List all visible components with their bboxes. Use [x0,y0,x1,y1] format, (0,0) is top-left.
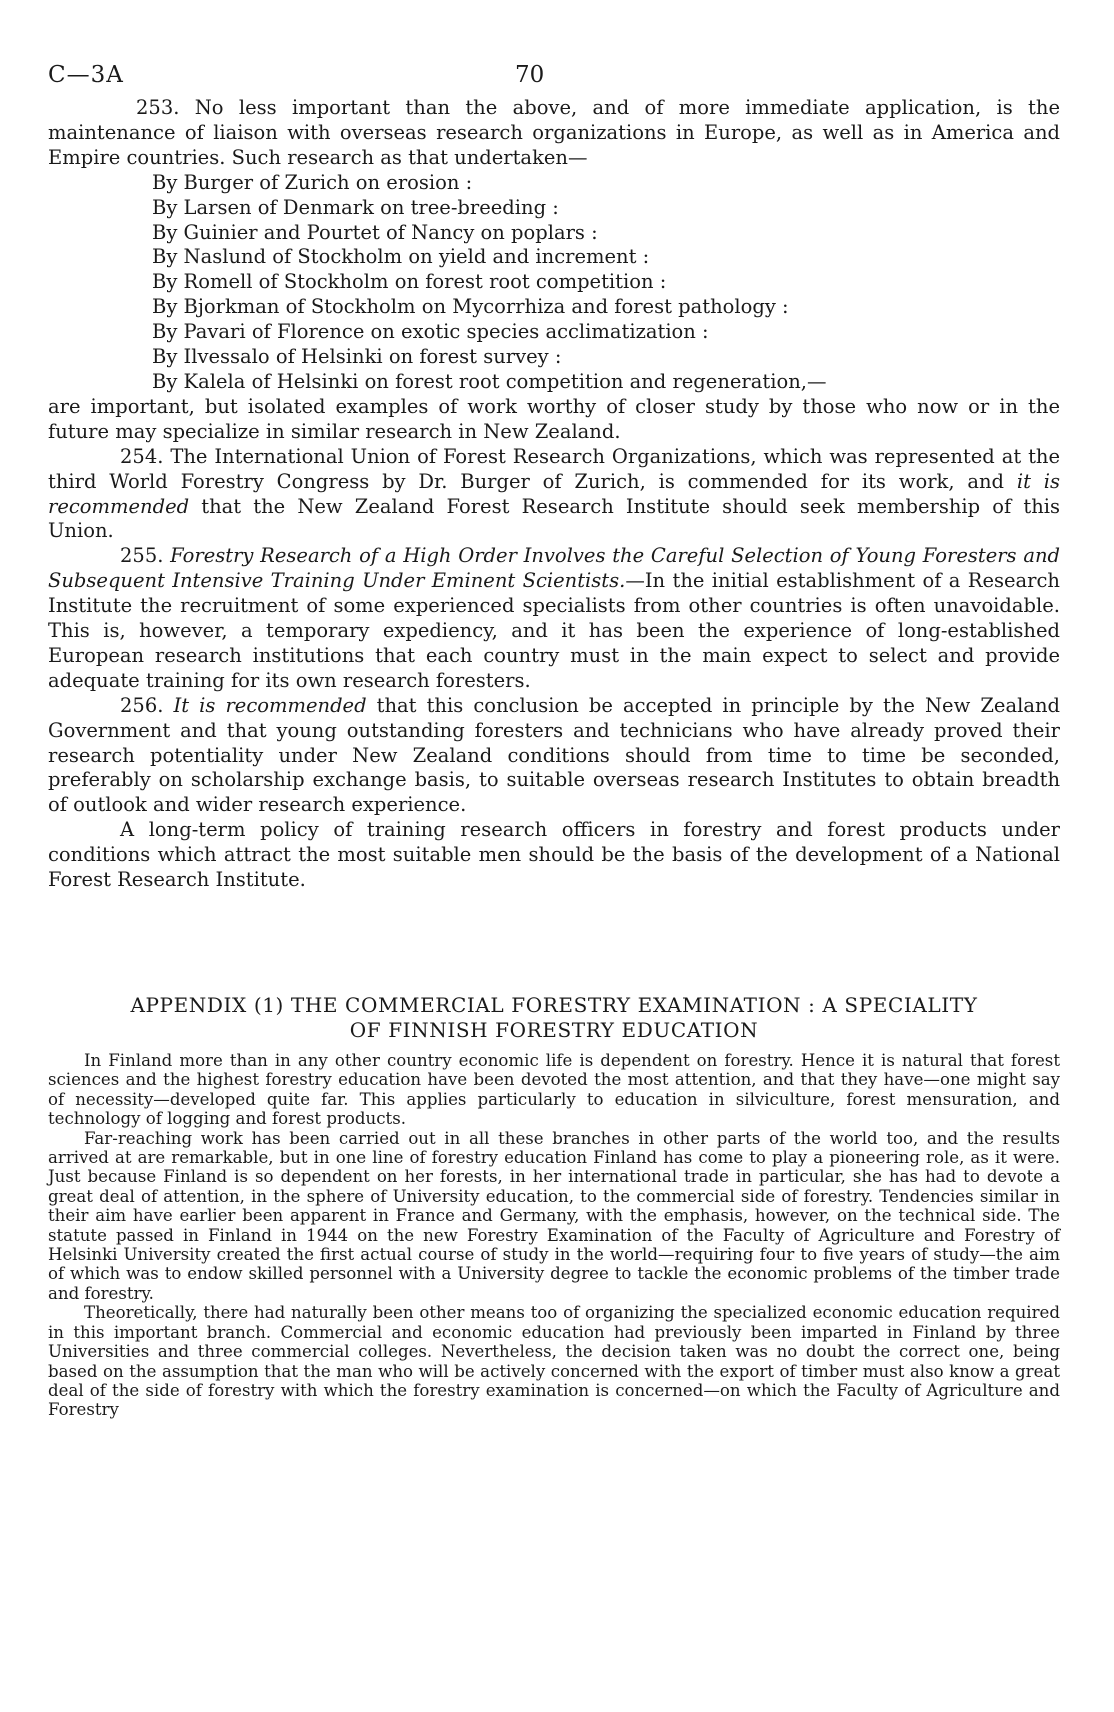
main-text [48,96,1060,893]
document-reference: C—3A [48,62,124,88]
paragraph-253-tail: are important, but isolated examples of work worthy of closer study by those who now or in the future may specialize in similar research in New Zealand. [48,394,1060,443]
appendix-title-line-1: APPENDIX (1) THE COMMERCIAL FORESTRY EXAMINATION : A SPECIALITY [130,993,978,1017]
section-spacer [48,893,1060,993]
paragraph-255 [48,544,1060,693]
appendix-paragraph: In Finland more than in any other country economic life is dependent on forestry. Hence it is natural that forest sciences and the highest forestry education have been devoted the most attention, and that they have—one might say of necessity—developed quite far. This applies particularly to education in silviculture, forest mensuration, and technology of logging and forest products. [48,1051,1060,1129]
list-item: By Romell of Stockholm on forest root competition : [152,270,667,294]
paragraph-255-heading: Forestry Research of a High Order Involves the Careful Selection of Young Foresters and Subsequent Intensive Training Under Eminent Scientists. [48,544,1060,593]
paragraph-253-lead: 253. No less important than the above, and of more immediate application, is the maintenance of liaison with overseas research organizations in Europe, as well as in America and Empire countries. Such research as that undertaken— [48,96,1060,169]
appendix-title [48,993,1060,1043]
list-item: By Ilvessalo of Helsinki on forest survey : [152,345,562,369]
list-item: By Guinier and Pourtet of Nancy on poplars : [152,220,598,244]
list-item: By Kalela of Helsinki on forest root competition and regeneration,— [152,369,827,393]
paragraph-254-text: 254. The International Union of Forest Research Organizations, which was represented at the third World Forestry Congress by Dr. Burger of Zurich, is commended for its work, and [48,444,1060,493]
paragraph-255-number: 255. [120,544,171,568]
page-number: 70 [515,62,545,88]
paragraph-256-number: 256. [120,693,174,717]
research-examples-list [48,171,1060,395]
list-item: By Naslund of Stockholm on yield and increment : [152,245,650,269]
appendix-paragraph: Theoretically, there had naturally been other means too of organizing the specialized economic education required in this important branch. Commercial and economic education had previously been imparted in Finland by three Universities and three commercial colleges. Nevertheless, the decision taken was no doubt the correct one, being based on the assumption that the man who will be actively concerned with the export of timber must also know a great deal of the side of forestry with which the forestry examination is concerned—on which the Faculty of Agriculture and Forestry [48,1303,1060,1420]
appendix-body [48,1051,1060,1420]
list-item: By Larsen of Denmark on tree-breeding : [152,195,559,219]
appendix-title-line-2: OF FINNISH FORESTRY EDUCATION [349,1018,759,1042]
list-item: By Burger of Zurich on erosion : [152,170,473,194]
paragraph-256-text: that this conclusion be accepted in principle by the New Zealand Government and that young outstanding foresters and technicians who have already proved their research potentiality under New Zealand conditions should from time to time be seconded, preferably on scholarship exchange basis, to suitable overseas research Institutes to obtain breadth of outlook and wider research experience. [48,693,1060,817]
paragraph-255-text: —In the initial establishment of a Research Institute the recruitment of some experienced specialists from other countries is often unavoidable. This is, however, a temporary expediency, and it has been the experience of long-established European research institutions that each country must in the main expect to select and provide adequate training for its own research foresters. [48,569,1060,692]
paragraph-254-text-end: that the New Zealand Forest Research Institute should seek membership of this Union. [48,494,1060,543]
page-header [48,62,1060,96]
appendix-paragraph: Far-reaching work has been carried out in all these branches in other parts of the world too, and the results arrived at are remarkable, but in one line of forestry education Finland has come to play a pioneering role, as it were. Just because Finland is so dependent on her forests, in her international trade in particular, she has had to devote a great deal of attention, in the sphere of University education, to the commercial side of forestry. Tendencies similar in their aim have earlier been apparent in France and Germany, with the emphasis, however, on the technical side. The statute passed in Finland in 1944 on the new Forestry Examination of the Faculty of Agriculture and Forestry of Helsinki University created the first actual course of study in the world—requiring four to five years of study—the aim of which was to endow skilled personnel with a University degree to tackle the economic problems of the timber trade and forestry. [48,1128,1060,1303]
paragraph-policy: A long-term policy of training research officers in forestry and forest products under conditions which attract the most suitable men should be the basis of the development of a National Forest Research Institute. [48,818,1060,892]
list-item: By Pavari of Florence on exotic species acclimatization : [152,320,709,344]
paragraph-256-emphasis: It is recommended [173,693,367,717]
paragraph-254-emphasis: it is recommended [48,469,1061,518]
paragraph-254 [48,445,1060,545]
document-page [48,62,1060,1420]
list-item: By Bjorkman of Stockholm on Mycorrhiza and forest pathology : [152,295,789,319]
paragraph-256 [48,694,1060,819]
